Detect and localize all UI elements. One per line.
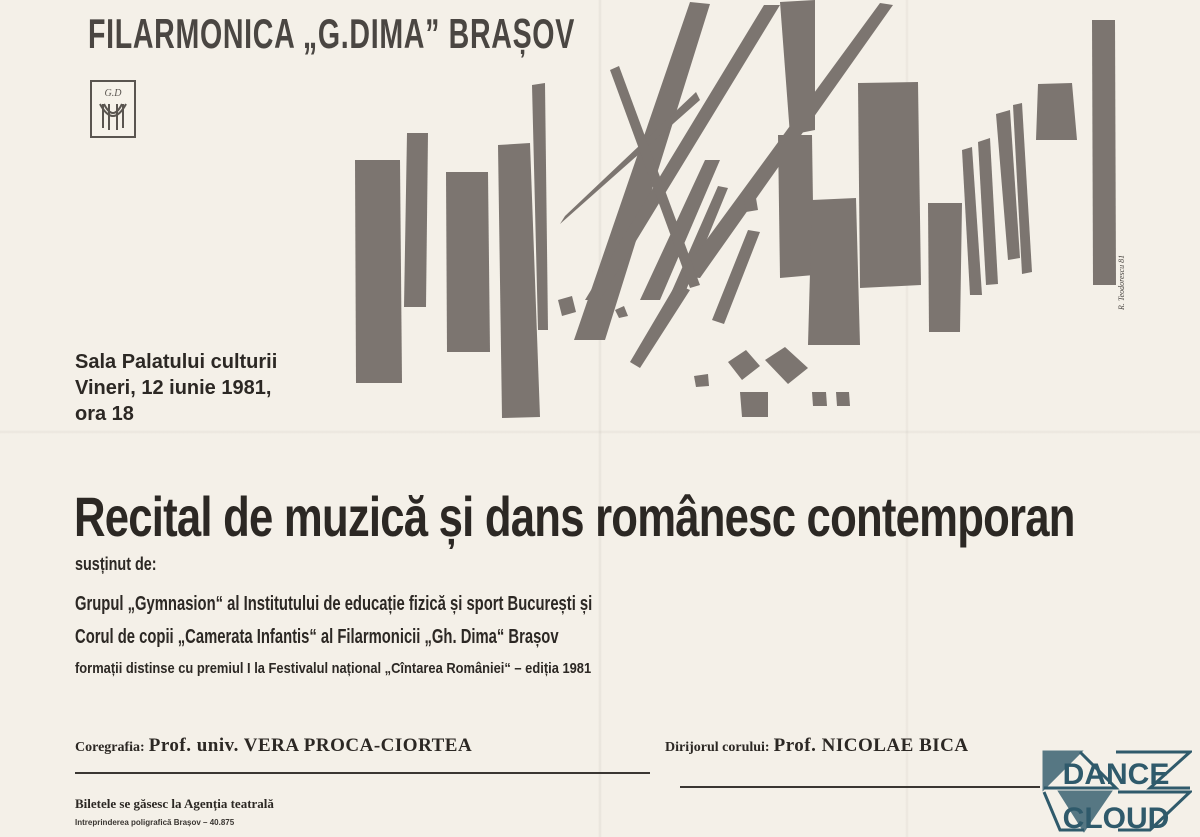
- watermark-text-line1: DANCE: [1062, 758, 1170, 791]
- conductor-label: Dirijorul corului:: [665, 740, 770, 755]
- venue-block: [75, 349, 277, 427]
- presented-by-label: susținut de:: [75, 554, 157, 574]
- svg-text:G.D: G.D: [104, 88, 122, 99]
- printer-imprint: Intreprinderea poligrafică Brașov – 40.875: [75, 818, 235, 827]
- conductor-name: Prof. NICOLAE BICA: [773, 735, 969, 756]
- event-date: Vineri, 12 iunie 1981,: [75, 377, 272, 399]
- divider-rule-left: [75, 772, 650, 774]
- award-distinction: formații distinse cu premiul I la Festivalul național „Cîntarea României“ – ediția 1981: [75, 660, 592, 677]
- filarmonica-logo-icon: [90, 80, 136, 138]
- choreography-label: Coregrafia:: [75, 740, 145, 755]
- tickets-info: Biletele se găsesc la Agenția teatrală: [75, 796, 274, 811]
- dance-cloud-watermark: [1040, 748, 1192, 834]
- performer-group-1: Grupul „Gymnasion“ al Institutului de educație fizică și sport București și: [75, 593, 593, 615]
- event-time: ora 18: [75, 403, 134, 425]
- abstract-artwork: [340, 0, 1130, 430]
- event-headline: Recital de muzică și dans românesc contemporan: [74, 485, 1075, 548]
- venue-name: Sala Palatului culturii: [75, 351, 278, 373]
- performer-group-2: Corul de copii „Camerata Infantis“ al Filarmonicii „Gh. Dima“ Brașov: [75, 626, 559, 648]
- divider-rule-right: [680, 786, 1040, 788]
- watermark-text-line2: CLOUD: [1062, 802, 1170, 834]
- conductor-credit: [665, 735, 969, 757]
- signature-text: [1117, 296, 1126, 310]
- organization-title: FILARMONICA „G.DIMA” BRAȘOV: [88, 10, 575, 57]
- choreography-credit: [75, 735, 472, 757]
- choreography-name: Prof. univ. VERA PROCA-CIORTEA: [148, 735, 473, 756]
